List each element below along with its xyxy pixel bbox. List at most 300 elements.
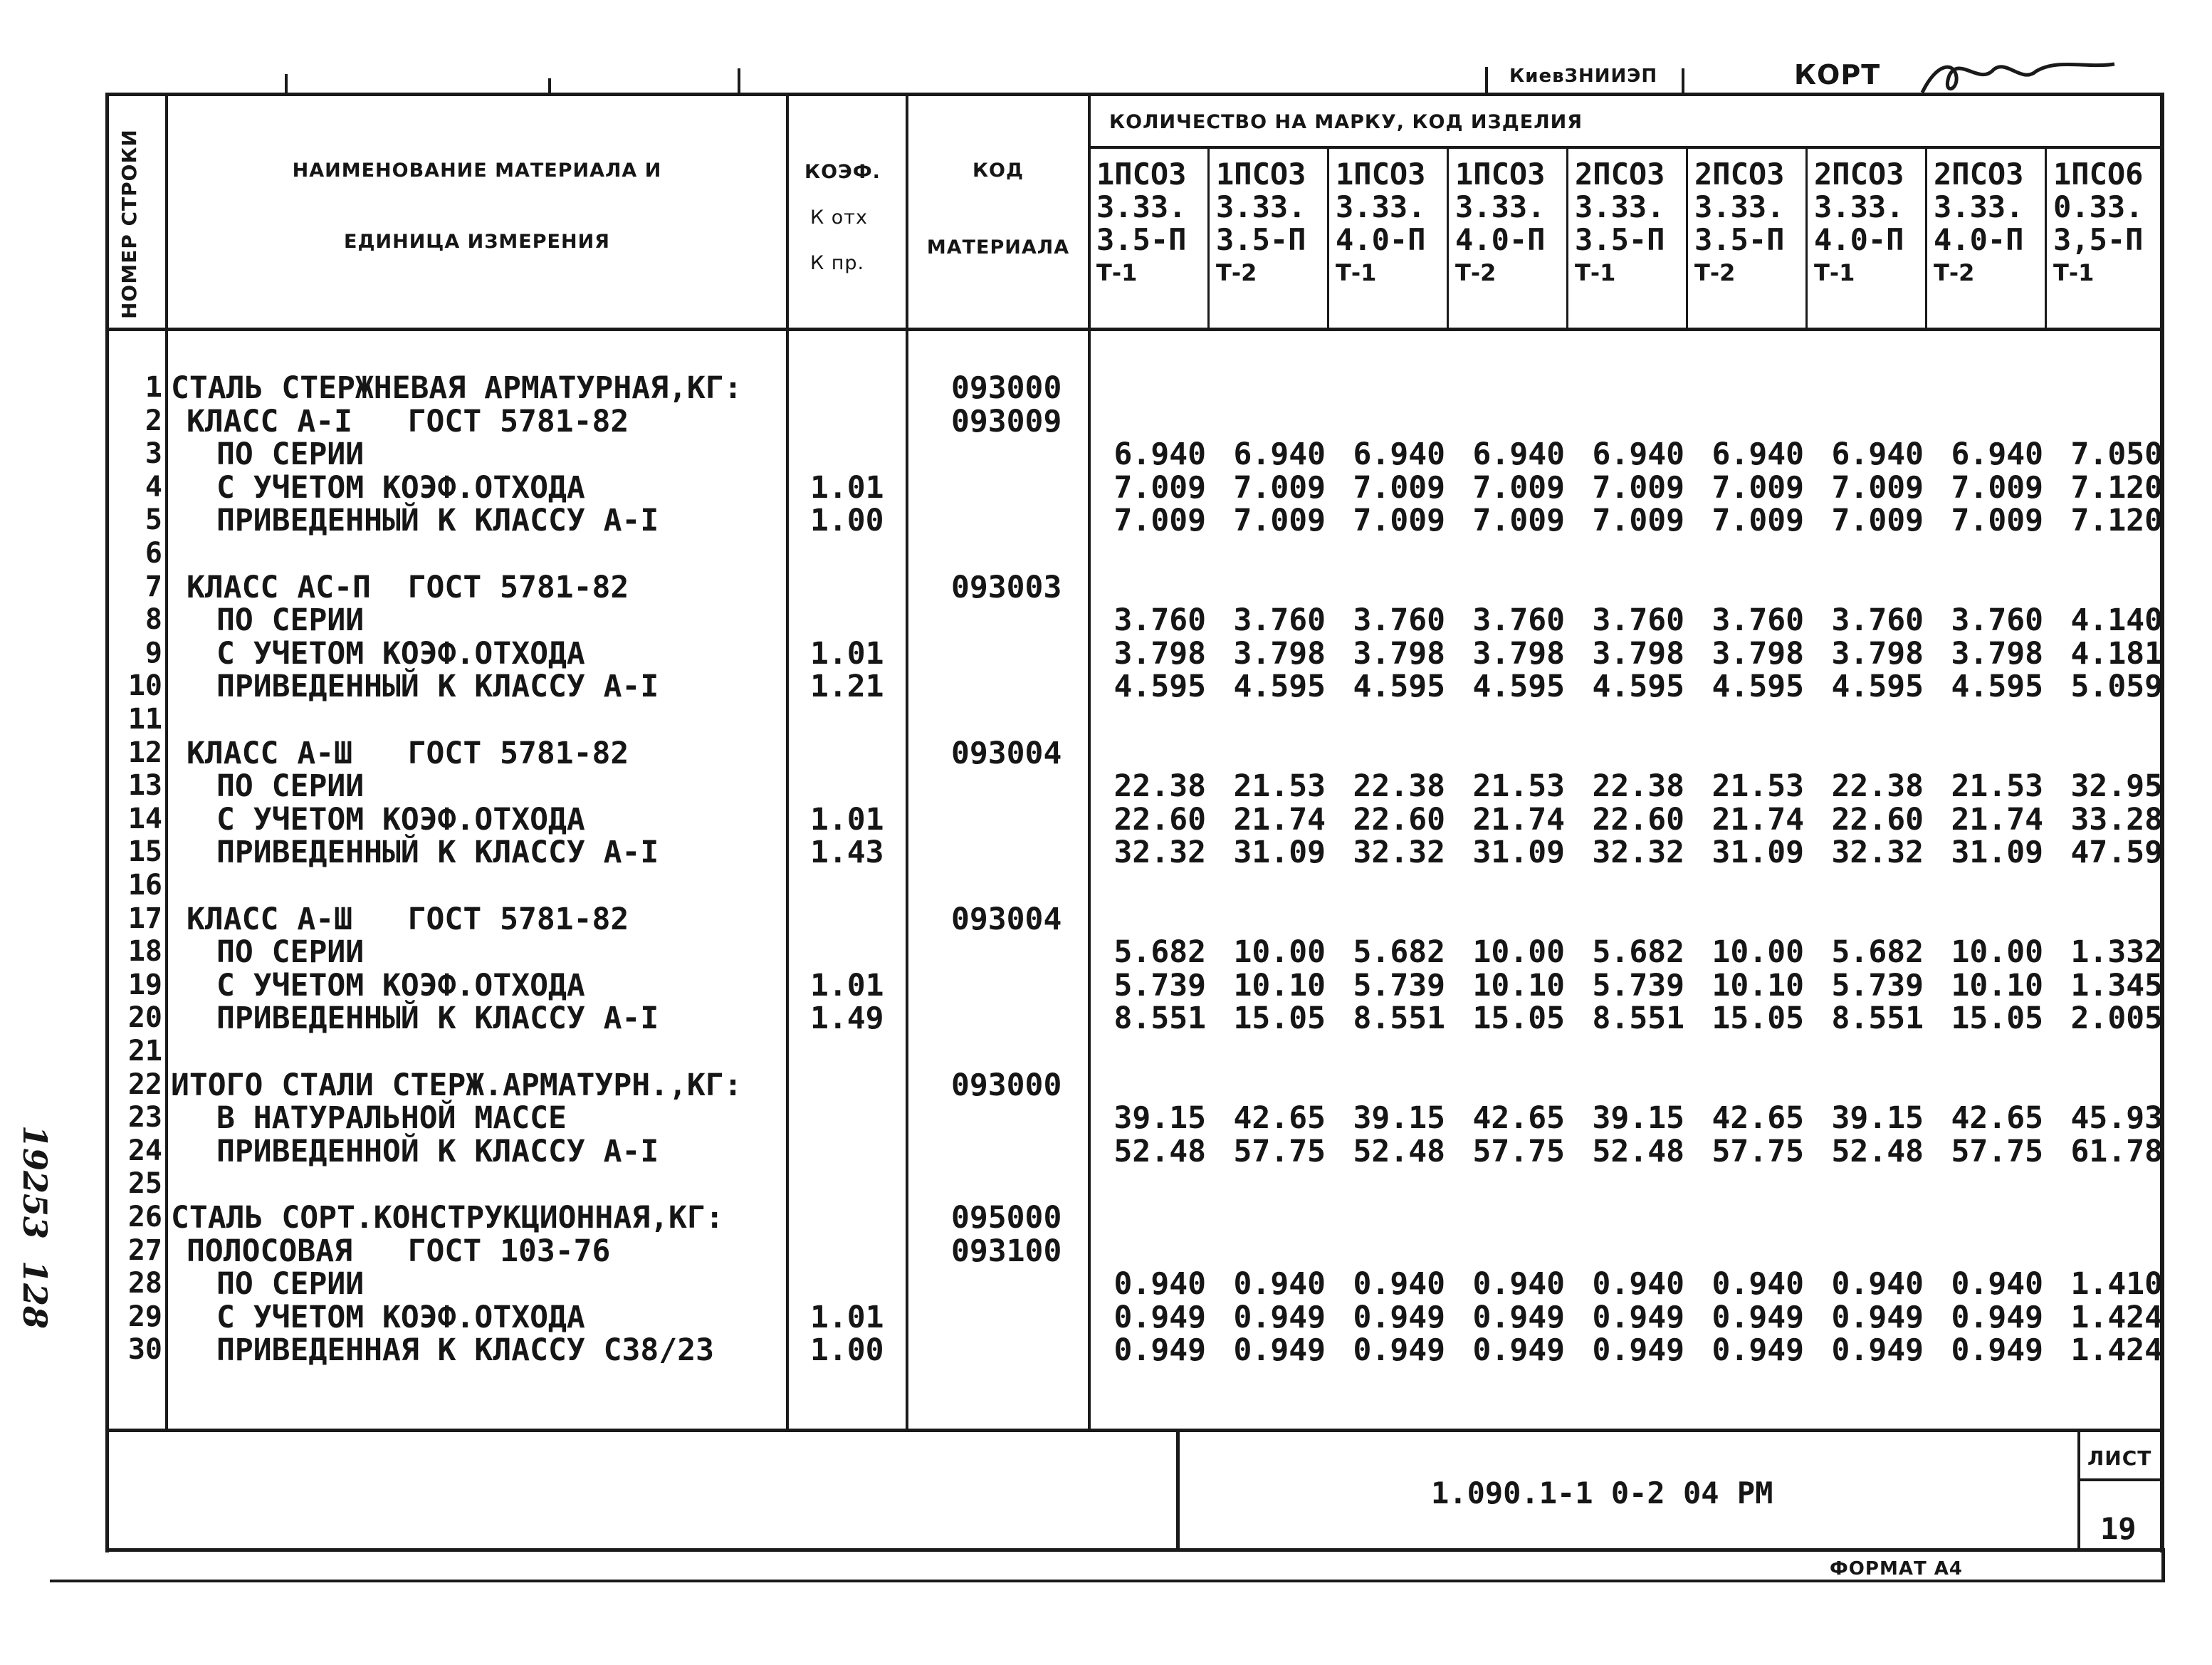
quantity-cell: 6.940 bbox=[1831, 437, 1924, 472]
quantity-cell: 5.682 bbox=[1592, 934, 1684, 970]
quantity-cell: 0.949 bbox=[1113, 1332, 1206, 1368]
format-label: ФОРМАТ А4 bbox=[1830, 1558, 1963, 1580]
quantity-cell: 52.48 bbox=[1592, 1134, 1684, 1169]
quantity-cell: 0.949 bbox=[1831, 1300, 1924, 1335]
row-number: 29 bbox=[127, 1300, 162, 1333]
mark-header-line: 3.33. bbox=[1455, 189, 1546, 224]
mark-sep bbox=[1207, 147, 1210, 330]
material-code: 093000 bbox=[951, 370, 1062, 406]
mark-header-line: Т-1 bbox=[1575, 259, 1616, 286]
frame-right-tail bbox=[2161, 1548, 2165, 1582]
quantity-cell: 0.949 bbox=[1233, 1300, 1326, 1335]
mark-header-line: Т-1 bbox=[1096, 259, 1138, 286]
quantity-cell: 3.798 bbox=[1472, 636, 1565, 672]
mark-header-1 bbox=[1096, 158, 1186, 289]
quantity-cell: 5.739 bbox=[1831, 968, 1924, 1003]
table-bottom-line bbox=[107, 1429, 2164, 1432]
material-code: 093009 bbox=[951, 404, 1062, 439]
doc-code: 1.090.1-1 0-2 04 РМ bbox=[1431, 1476, 1773, 1510]
row-number: 3 bbox=[145, 437, 162, 470]
mark-header-line: 3.5-П bbox=[1575, 222, 1665, 257]
quantity-cell: 2.005 bbox=[2070, 1001, 2163, 1036]
material-name: ПО СЕРИИ bbox=[216, 602, 365, 638]
material-name: В НАТУРАЛЬНОЙ МАССЕ bbox=[216, 1100, 567, 1136]
code-header-1: КОД bbox=[972, 160, 1024, 182]
row-number: 4 bbox=[145, 471, 162, 503]
row-number-header: НОМЕР СТРОКИ bbox=[117, 129, 141, 319]
header-sub-line bbox=[1088, 146, 2163, 149]
row-number: 30 bbox=[127, 1333, 162, 1366]
tick bbox=[1485, 67, 1488, 94]
mark-header-line: Т-2 bbox=[1455, 259, 1496, 286]
mark-sep bbox=[1447, 147, 1449, 330]
quantity-cell: 5.059 bbox=[2070, 669, 2163, 704]
coefficient: 1.49 bbox=[810, 1001, 884, 1036]
quantity-cell: 3.760 bbox=[1353, 602, 1445, 638]
title-block-sep bbox=[1176, 1429, 1180, 1550]
coefficient: 1.01 bbox=[810, 1300, 884, 1335]
quantity-cell: 32.32 bbox=[1353, 835, 1445, 870]
partial-stamp: КОРТ bbox=[1794, 59, 1881, 90]
mark-header-line: 3.33. bbox=[1694, 189, 1785, 224]
col-sep bbox=[165, 93, 168, 1431]
material-name: ПО СЕРИИ bbox=[216, 934, 365, 970]
mark-header-line: 3.5-П bbox=[1216, 222, 1306, 257]
quantity-cell: 7.009 bbox=[1951, 503, 2043, 538]
quantity-cell: 6.940 bbox=[1592, 437, 1684, 472]
signature bbox=[1915, 56, 2129, 98]
material-name: ПРИВЕДЕННЫЙ К КЛАССУ А-I bbox=[216, 835, 659, 870]
mark-header-line: 3.33. bbox=[1216, 189, 1306, 224]
quantity-cell: 31.09 bbox=[1233, 835, 1326, 870]
sheet-box-mid bbox=[2077, 1478, 2163, 1481]
quantity-cell: 15.05 bbox=[1951, 1001, 2043, 1036]
material-name: ПРИВЕДЕННАЯ К КЛАССУ С38/23 bbox=[216, 1332, 714, 1368]
material-name-header-2: ЕДИНИЦА ИЗМЕРЕНИЯ bbox=[344, 231, 610, 253]
quantity-cell: 21.53 bbox=[1712, 768, 1804, 804]
material-name: СТАЛЬ СОРТ.КОНСТРУКЦИОННАЯ,КГ: bbox=[171, 1200, 724, 1236]
quantity-cell: 10.10 bbox=[1951, 968, 2043, 1003]
quantity-cell: 52.48 bbox=[1113, 1134, 1206, 1169]
quantity-cell: 5.682 bbox=[1113, 934, 1206, 970]
quantity-cell: 3.760 bbox=[1113, 602, 1206, 638]
quantity-cell: 0.949 bbox=[1592, 1300, 1684, 1335]
quantity-cell: 22.60 bbox=[1113, 802, 1206, 837]
mark-header-line: 1ПСО6 bbox=[2053, 157, 2144, 192]
quantity-cell: 8.551 bbox=[1113, 1001, 1206, 1036]
row-number: 27 bbox=[127, 1234, 162, 1267]
mark-header-line: 4.0-П bbox=[1336, 222, 1426, 257]
material-name: ПО СЕРИИ bbox=[216, 437, 365, 472]
mark-header-8 bbox=[1934, 158, 2023, 289]
material-name: КЛАСС А-Ш ГОСТ 5781-82 bbox=[187, 902, 629, 937]
row-number: 17 bbox=[127, 902, 162, 935]
quantity-cell: 31.09 bbox=[1472, 835, 1565, 870]
mark-header-line: Т-1 bbox=[2053, 259, 2095, 286]
material-code: 093004 bbox=[951, 736, 1062, 771]
quantity-cell: 3.760 bbox=[1831, 602, 1924, 638]
quantity-cell: 0.940 bbox=[1831, 1266, 1924, 1302]
quantity-cell: 0.949 bbox=[1951, 1300, 2043, 1335]
material-name: СТАЛЬ СТЕРЖНЕВАЯ АРМАТУРНАЯ,КГ: bbox=[171, 370, 743, 406]
quantity-cell: 3.798 bbox=[1113, 636, 1206, 672]
quantity-cell: 3.798 bbox=[1712, 636, 1804, 672]
quantity-cell: 57.75 bbox=[1472, 1134, 1565, 1169]
row-number: 11 bbox=[127, 703, 162, 736]
quantity-cell: 5.739 bbox=[1353, 968, 1445, 1003]
quantity-cell: 0.949 bbox=[1113, 1300, 1206, 1335]
row-number: 7 bbox=[145, 570, 162, 603]
mark-header-line: 3.33. bbox=[1814, 189, 1904, 224]
quantity-cell: 0.949 bbox=[1592, 1332, 1684, 1368]
quantity-cell: 33.28 bbox=[2070, 802, 2163, 837]
quantity-cell: 7.009 bbox=[1831, 470, 1924, 506]
row-number: 23 bbox=[127, 1101, 162, 1134]
material-name: КЛАСС А-I ГОСТ 5781-82 bbox=[187, 404, 629, 439]
mark-header-line: 3.5-П bbox=[1694, 222, 1785, 257]
quantity-cell: 22.38 bbox=[1353, 768, 1445, 804]
coefficient: 1.00 bbox=[810, 1332, 884, 1368]
material-name-header-1: НАИМЕНОВАНИЕ МАТЕРИАЛА И bbox=[292, 160, 662, 182]
quantity-cell: 4.595 bbox=[1712, 669, 1804, 704]
mark-header-2 bbox=[1216, 158, 1306, 289]
material-name: С УЧЕТОМ КОЭФ.ОТХОДА bbox=[216, 968, 585, 1003]
tick bbox=[1682, 68, 1684, 94]
quantity-cell: 22.60 bbox=[1353, 802, 1445, 837]
quantity-cell: 15.05 bbox=[1233, 1001, 1326, 1036]
material-code: 093000 bbox=[951, 1068, 1062, 1103]
mark-header-line: 3.33. bbox=[1336, 189, 1426, 224]
material-name: С УЧЕТОМ КОЭФ.ОТХОДА bbox=[216, 470, 585, 506]
coefficient: 1.01 bbox=[810, 968, 884, 1003]
row-number: 6 bbox=[145, 537, 162, 570]
col-sep bbox=[1088, 93, 1091, 1431]
material-name: С УЧЕТОМ КОЭФ.ОТХОДА bbox=[216, 1300, 585, 1335]
quantity-cell: 22.60 bbox=[1831, 802, 1924, 837]
row-number: 18 bbox=[127, 935, 162, 968]
inventory-number: 19253 bbox=[16, 1125, 54, 1240]
mark-header-line: 3.5-П bbox=[1096, 222, 1187, 257]
mark-header-9 bbox=[2053, 158, 2143, 289]
quantity-cell: 6.940 bbox=[1472, 437, 1565, 472]
quantity-cell: 8.551 bbox=[1831, 1001, 1924, 1036]
material-name: КЛАСС АС-П ГОСТ 5781-82 bbox=[187, 570, 629, 605]
quantity-cell: 0.940 bbox=[1353, 1266, 1445, 1302]
quantity-cell: 6.940 bbox=[1113, 437, 1206, 472]
quantity-cell: 42.65 bbox=[1951, 1100, 2043, 1136]
quantity-cell: 7.009 bbox=[1592, 470, 1684, 506]
mark-header-line: 0.33. bbox=[2053, 189, 2144, 224]
mark-header-line: Т-1 bbox=[1336, 259, 1377, 286]
mark-header-line: Т-1 bbox=[1814, 259, 1855, 286]
coefficient: 1.01 bbox=[810, 470, 884, 506]
row-number: 12 bbox=[127, 736, 162, 769]
quantity-cell: 10.00 bbox=[1951, 934, 2043, 970]
mark-header-line: 3.33. bbox=[1096, 189, 1187, 224]
quantity-cell: 32.32 bbox=[1831, 835, 1924, 870]
quantity-cell: 39.15 bbox=[1592, 1100, 1684, 1136]
row-number: 21 bbox=[127, 1035, 162, 1068]
material-name: ПО СЕРИИ bbox=[216, 768, 365, 804]
mark-header-line: 2ПСО3 bbox=[1694, 157, 1785, 192]
quantity-cell: 57.75 bbox=[1233, 1134, 1326, 1169]
mark-header-line: 4.0-П bbox=[1814, 222, 1904, 257]
quantity-cell: 7.009 bbox=[1712, 503, 1804, 538]
quantity-cell: 6.940 bbox=[1353, 437, 1445, 472]
quantity-cell: 1.410 bbox=[2070, 1266, 2163, 1302]
coefficient: 1.21 bbox=[810, 669, 884, 704]
quantity-cell: 7.009 bbox=[1472, 470, 1565, 506]
quantity-cell: 0.949 bbox=[1353, 1300, 1445, 1335]
tick bbox=[548, 78, 551, 94]
sheet-label: ЛИСТ bbox=[2087, 1446, 2152, 1470]
row-number: 20 bbox=[127, 1001, 162, 1034]
quantity-cell: 21.53 bbox=[1233, 768, 1326, 804]
quantity-cell: 4.595 bbox=[1831, 669, 1924, 704]
quantity-cell: 42.65 bbox=[1472, 1100, 1565, 1136]
quantity-cell: 32.32 bbox=[1113, 835, 1206, 870]
coefficient: 1.00 bbox=[810, 503, 884, 538]
quantity-cell: 7.009 bbox=[1712, 470, 1804, 506]
quantity-cell: 3.760 bbox=[1592, 602, 1684, 638]
quantity-cell: 47.59 bbox=[2070, 835, 2163, 870]
row-number: 2 bbox=[145, 404, 162, 437]
org-stamp: КиевЗНИИЭП bbox=[1509, 66, 1658, 87]
quantity-cell: 0.940 bbox=[1113, 1266, 1206, 1302]
material-code: 093004 bbox=[951, 902, 1062, 937]
quantity-cell: 0.949 bbox=[1831, 1332, 1924, 1368]
row-number: 5 bbox=[145, 503, 162, 536]
quantity-cell: 8.551 bbox=[1353, 1001, 1445, 1036]
coefficient: 1.01 bbox=[810, 802, 884, 837]
quantity-cell: 7.050 bbox=[2070, 437, 2163, 472]
tick bbox=[285, 74, 288, 94]
row-number: 22 bbox=[127, 1068, 162, 1101]
quantity-cell: 1.332 bbox=[2070, 934, 2163, 970]
mark-header-3 bbox=[1336, 158, 1425, 289]
coef-header-2: К отх bbox=[810, 207, 868, 229]
row-number: 8 bbox=[145, 603, 162, 636]
quantity-cell: 1.345 bbox=[2070, 968, 2163, 1003]
quantity-cell: 0.949 bbox=[1712, 1332, 1804, 1368]
quantity-cell: 3.798 bbox=[1831, 636, 1924, 672]
mark-header-line: 2ПСО3 bbox=[1934, 157, 2024, 192]
quantity-cell: 10.10 bbox=[1712, 968, 1804, 1003]
material-code: 093100 bbox=[951, 1233, 1062, 1269]
quantity-cell: 3.798 bbox=[1592, 636, 1684, 672]
quantity-cell: 22.38 bbox=[1113, 768, 1206, 804]
quantity-cell: 7.009 bbox=[1472, 503, 1565, 538]
mark-header-5 bbox=[1575, 158, 1665, 289]
quantity-cell: 7.120 bbox=[2070, 503, 2163, 538]
quantity-cell: 39.15 bbox=[1831, 1100, 1924, 1136]
quantity-cell: 7.009 bbox=[1233, 503, 1326, 538]
material-name: ПРИВЕДЕННЫЙ К КЛАССУ А-I bbox=[216, 669, 659, 704]
quantity-cell: 7.009 bbox=[1353, 503, 1445, 538]
quantity-cell: 6.940 bbox=[1712, 437, 1804, 472]
mark-header-line: 1ПСО3 bbox=[1096, 157, 1187, 192]
quantity-cell: 0.949 bbox=[1353, 1332, 1445, 1368]
frame-bottom bbox=[107, 1548, 2164, 1552]
quantity-cell: 52.48 bbox=[1353, 1134, 1445, 1169]
mark-header-6 bbox=[1694, 158, 1784, 289]
mark-sep bbox=[1925, 147, 1927, 330]
sheet-number: 19 bbox=[2100, 1511, 2137, 1546]
quantity-cell: 32.95 bbox=[2070, 768, 2163, 804]
quantity-cell: 31.09 bbox=[1951, 835, 2043, 870]
mark-header-line: Т-2 bbox=[1934, 259, 1975, 286]
material-name: КЛАСС А-Ш ГОСТ 5781-82 bbox=[187, 736, 629, 771]
row-number: 10 bbox=[127, 669, 162, 702]
tick bbox=[738, 68, 740, 94]
row-number: 25 bbox=[127, 1167, 162, 1200]
quantity-cell: 5.682 bbox=[1831, 934, 1924, 970]
mark-sep bbox=[1686, 147, 1688, 330]
quantity-cell: 0.940 bbox=[1592, 1266, 1684, 1302]
quantity-cell: 5.739 bbox=[1113, 968, 1206, 1003]
quantity-cell: 61.78 bbox=[2070, 1134, 2163, 1169]
quantity-cell: 21.53 bbox=[1472, 768, 1565, 804]
trim-line bbox=[50, 1580, 2164, 1582]
quantity-cell: 3.798 bbox=[1353, 636, 1445, 672]
material-name: ПОЛОСОВАЯ ГОСТ 103-76 bbox=[187, 1233, 611, 1269]
quantity-cell: 4.140 bbox=[2070, 602, 2163, 638]
code-header-2: МАТЕРИАЛА bbox=[926, 236, 1070, 259]
mark-header-line: 3.33. bbox=[1934, 189, 2024, 224]
coef-header-3: К пр. bbox=[810, 252, 865, 274]
material-name: ПРИВЕДЕННЫЙ К КЛАССУ А-I bbox=[216, 1001, 659, 1036]
quantity-cell: 57.75 bbox=[1951, 1134, 2043, 1169]
mark-sep bbox=[1566, 147, 1568, 330]
mark-header-7 bbox=[1814, 158, 1904, 289]
material-code: 093003 bbox=[951, 570, 1062, 605]
mark-sep bbox=[2045, 147, 2047, 330]
mark-header-line: 1ПСО3 bbox=[1455, 157, 1546, 192]
quantity-cell: 15.05 bbox=[1472, 1001, 1565, 1036]
mark-header-line: 2ПСО3 bbox=[1814, 157, 1904, 192]
row-number: 19 bbox=[127, 969, 162, 1001]
quantity-cell: 0.949 bbox=[1472, 1300, 1565, 1335]
quantity-cell: 4.595 bbox=[1951, 669, 2043, 704]
quantity-cell: 8.551 bbox=[1592, 1001, 1684, 1036]
mark-header-line: 2ПСО3 bbox=[1575, 157, 1665, 192]
coefficient: 1.01 bbox=[810, 636, 884, 672]
quantity-cell: 4.595 bbox=[1113, 669, 1206, 704]
quantity-cell: 57.75 bbox=[1712, 1134, 1804, 1169]
quantity-cell: 7.009 bbox=[1113, 503, 1206, 538]
quantity-cell: 10.00 bbox=[1472, 934, 1565, 970]
mark-header-line: 4.0-П bbox=[1455, 222, 1546, 257]
material-name: ПРИВЕДЕННЫЙ К КЛАССУ А-I bbox=[216, 503, 659, 538]
quantity-cell: 0.940 bbox=[1712, 1266, 1804, 1302]
margin-page-number: 128 bbox=[16, 1261, 54, 1330]
quantity-cell: 6.940 bbox=[1233, 437, 1326, 472]
quantity-cell: 39.15 bbox=[1113, 1100, 1206, 1136]
quantity-cell: 5.739 bbox=[1592, 968, 1684, 1003]
quantity-cell: 0.949 bbox=[1712, 1300, 1804, 1335]
quantity-cell: 7.009 bbox=[1951, 470, 2043, 506]
quantity-cell: 22.60 bbox=[1592, 802, 1684, 837]
quantity-cell: 3.798 bbox=[1233, 636, 1326, 672]
material-name: С УЧЕТОМ КОЭФ.ОТХОДА bbox=[216, 636, 585, 672]
quantity-cell: 4.595 bbox=[1472, 669, 1565, 704]
col-sep bbox=[906, 93, 908, 1431]
quantity-cell: 1.424 bbox=[2070, 1332, 2163, 1368]
material-name: ПРИВЕДЕННОЙ К КЛАССУ А-I bbox=[216, 1134, 659, 1169]
mark-header-line: 4.0-П bbox=[1934, 222, 2024, 257]
quantity-cell: 7.009 bbox=[1353, 470, 1445, 506]
quantity-cell: 0.940 bbox=[1472, 1266, 1565, 1302]
mark-header-line: Т-2 bbox=[1694, 259, 1736, 286]
quantity-cell: 10.00 bbox=[1712, 934, 1804, 970]
quantity-cell: 3.760 bbox=[1472, 602, 1565, 638]
row-number: 9 bbox=[145, 637, 162, 669]
mark-header-line: 1ПСО3 bbox=[1336, 157, 1426, 192]
quantity-cell: 5.682 bbox=[1353, 934, 1445, 970]
row-number: 26 bbox=[127, 1201, 162, 1233]
quantity-cell: 7.009 bbox=[1831, 503, 1924, 538]
quantity-cell: 45.93 bbox=[2070, 1100, 2163, 1136]
quantity-cell: 7.120 bbox=[2070, 470, 2163, 506]
quantity-cell: 10.10 bbox=[1233, 968, 1326, 1003]
quantity-cell: 0.949 bbox=[1472, 1332, 1565, 1368]
mark-header-4 bbox=[1455, 158, 1545, 289]
header-bottom-line bbox=[107, 328, 2164, 331]
quantity-cell: 4.595 bbox=[1233, 669, 1326, 704]
quantity-cell: 3.760 bbox=[1951, 602, 2043, 638]
material-name: ИТОГО СТАЛИ СТЕРЖ.АРМАТУРН.,КГ: bbox=[171, 1068, 743, 1103]
quantity-cell: 21.74 bbox=[1472, 802, 1565, 837]
quantity-cell: 52.48 bbox=[1831, 1134, 1924, 1169]
row-number: 1 bbox=[145, 371, 162, 404]
row-number: 14 bbox=[127, 803, 162, 835]
quantity-cell: 21.74 bbox=[1233, 802, 1326, 837]
quantity-cell: 4.595 bbox=[1592, 669, 1684, 704]
quantity-cell: 31.09 bbox=[1712, 835, 1804, 870]
quantity-cell: 22.38 bbox=[1831, 768, 1924, 804]
quantity-header: КОЛИЧЕСТВО НА МАРКУ, КОД ИЗДЕЛИЯ bbox=[1109, 111, 1583, 133]
quantity-cell: 7.009 bbox=[1113, 470, 1206, 506]
quantity-cell: 7.009 bbox=[1233, 470, 1326, 506]
quantity-cell: 21.53 bbox=[1951, 768, 2043, 804]
quantity-cell: 22.38 bbox=[1592, 768, 1684, 804]
quantity-cell: 3.760 bbox=[1233, 602, 1326, 638]
mark-header-line: 3,5-П bbox=[2053, 222, 2144, 257]
quantity-cell: 32.32 bbox=[1592, 835, 1684, 870]
row-number: 15 bbox=[127, 835, 162, 868]
quantity-cell: 0.949 bbox=[1233, 1332, 1326, 1368]
quantity-cell: 42.65 bbox=[1233, 1100, 1326, 1136]
quantity-cell: 0.940 bbox=[1233, 1266, 1326, 1302]
col-sep bbox=[786, 93, 789, 1431]
mark-sep bbox=[1805, 147, 1808, 330]
quantity-cell: 15.05 bbox=[1712, 1001, 1804, 1036]
material-code: 095000 bbox=[951, 1200, 1062, 1236]
row-number: 28 bbox=[127, 1267, 162, 1300]
row-number: 16 bbox=[127, 869, 162, 902]
quantity-cell: 0.940 bbox=[1951, 1266, 2043, 1302]
row-number: 24 bbox=[127, 1134, 162, 1167]
row-number: 13 bbox=[127, 769, 162, 802]
mark-header-line: 1ПСО3 bbox=[1216, 157, 1306, 192]
coef-header-1: КОЭФ. bbox=[804, 161, 881, 183]
quantity-cell: 10.00 bbox=[1233, 934, 1326, 970]
quantity-cell: 39.15 bbox=[1353, 1100, 1445, 1136]
quantity-cell: 1.424 bbox=[2070, 1300, 2163, 1335]
quantity-cell: 4.181 bbox=[2070, 636, 2163, 672]
quantity-cell: 7.009 bbox=[1592, 503, 1684, 538]
quantity-cell: 10.10 bbox=[1472, 968, 1565, 1003]
